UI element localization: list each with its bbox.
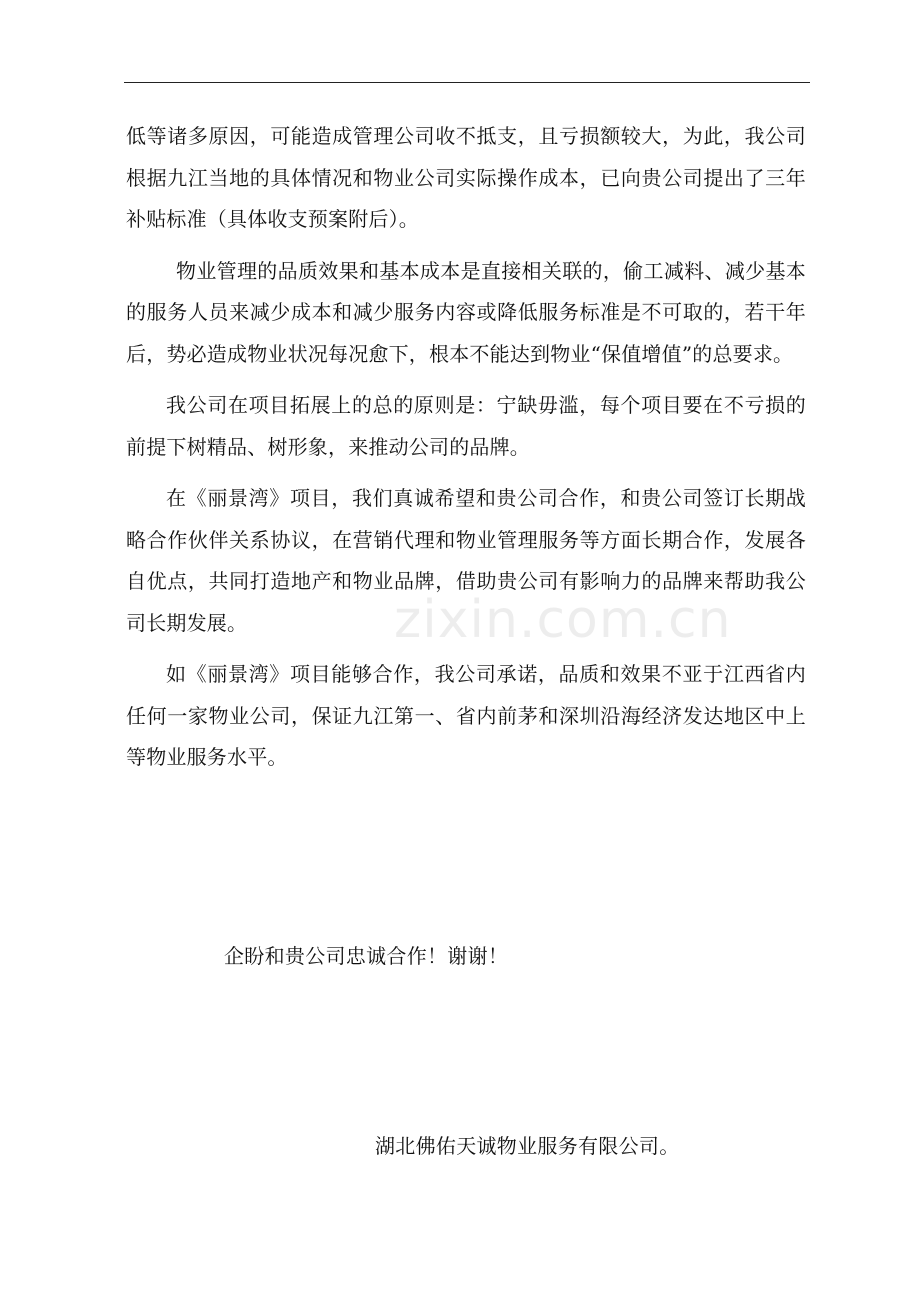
closing-line: 企盼和贵公司忠诚合作！谢谢！ <box>224 944 509 968</box>
paragraph-principle: 我公司在项目拓展上的总的原则是：宁缺毋滥，每个项目要在不亏损的前提下树精品、树形象，来推动公司的品牌。 <box>126 393 806 459</box>
paragraph-commitment: 如《丽景湾》项目能够合作，我公司承诺，品质和效果不亚于江西省内任何一家物业公司，保证九江第一、省内前茅和深圳沿海经济发达地区中上等物业服务水平。 <box>126 662 806 769</box>
paragraph-cooperation: 在《丽景湾》项目，我们真诚希望和贵公司合作，和贵公司签订长期战略合作伙伴关系协议，在营销代理和物业管理服务等方面长期合作，发展各自优点，共同打造地产和物业品牌，借助贵公司有影响力的品牌来帮助我公司长期发展。 <box>126 486 806 635</box>
paragraph-continuation: 低等诸多原因，可能造成管理公司收不抵支，且亏损额较大，为此，我公司根据九江当地的具体情况和物业公司实际操作成本，已向贵公司提出了三年补贴标准（具体收支预案附后）。 <box>126 124 806 231</box>
watermark: zixin.com.cn <box>394 590 732 650</box>
paragraph-quality-cost: 物业管理的品质效果和基本成本是直接相关联的，偷工减料、减少基本的服务人员来减少成本和减少服务内容或降低服务标准是不可取的，若干年后，势必造成物业状况每况愈下，根本不能达到物业“保值增值”的总要求。 <box>126 258 806 366</box>
company-signature: 湖北佛佑天诚物业服务有限公司。 <box>375 1134 680 1158</box>
header-rule <box>124 82 810 83</box>
document-body <box>126 116 806 789</box>
